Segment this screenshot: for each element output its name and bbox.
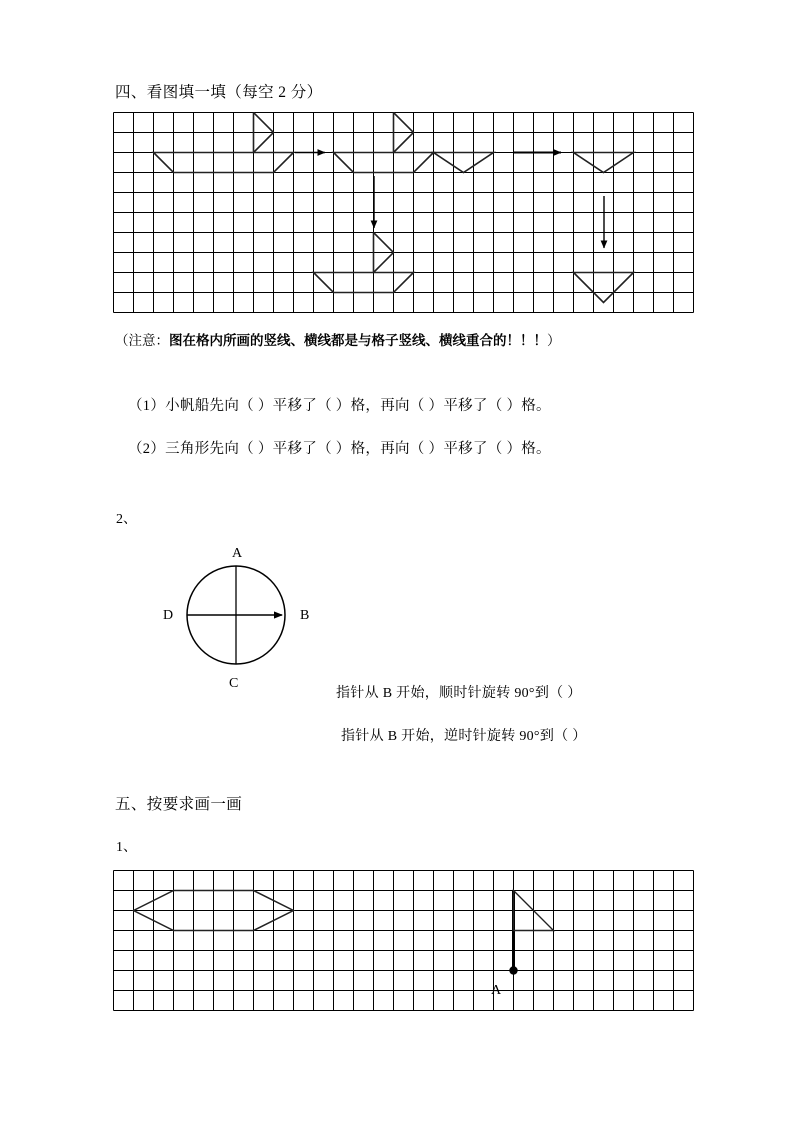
circle-label-a: A: [232, 546, 243, 561]
note-suffix: ）: [547, 333, 561, 348]
triangle-shape-translated-down: [574, 273, 634, 303]
circle-label-c: C: [229, 676, 239, 691]
grid-lines: [114, 871, 694, 1011]
note-prefix: （注意：: [115, 333, 169, 348]
translation-grid-figure: [113, 112, 695, 314]
circle-label-d: D: [163, 608, 174, 623]
note-bold: 图在格内所画的竖线、横线都是与格子竖线、横线重合的！！！: [169, 333, 547, 348]
clock-circle-figure: [170, 540, 310, 690]
section-five-heading: 五、按要求画一画: [115, 796, 243, 813]
boat-shape-translated-down: [314, 233, 414, 293]
boat-shape-translated: [334, 113, 434, 173]
section-five-item-1-number: 1、: [116, 840, 137, 855]
point-a-label: A: [491, 983, 502, 998]
section-four-heading: 四、看图填一填（每空 2 分）: [115, 84, 323, 101]
rotation-question-clockwise: 指针从 B 开始，顺时针旋转 90°到（ ）: [336, 686, 582, 701]
question-1: （1）小帆船先向（ ）平移了（ ）格，再向（ ）平移了（ ）格。: [128, 398, 551, 414]
item-2-number: 2、: [116, 512, 137, 527]
circle-label-b: B: [300, 608, 310, 623]
boat-shape-original: [154, 113, 294, 173]
rotation-question-counterclockwise: 指针从 B 开始，逆时针旋转 90°到（ ）: [341, 729, 587, 744]
drawing-grid-figure: [113, 870, 695, 1012]
triangle-shape-original: [434, 153, 494, 173]
triangle-shape-translated-right: [574, 153, 634, 173]
question-2: （2）三角形先向（ ）平移了（ ）格，再向（ ）平移了（ ）格。: [128, 441, 551, 457]
flag-shape: [509, 891, 553, 975]
point-a-marker: [509, 966, 517, 974]
grid-alignment-note: [115, 333, 561, 349]
